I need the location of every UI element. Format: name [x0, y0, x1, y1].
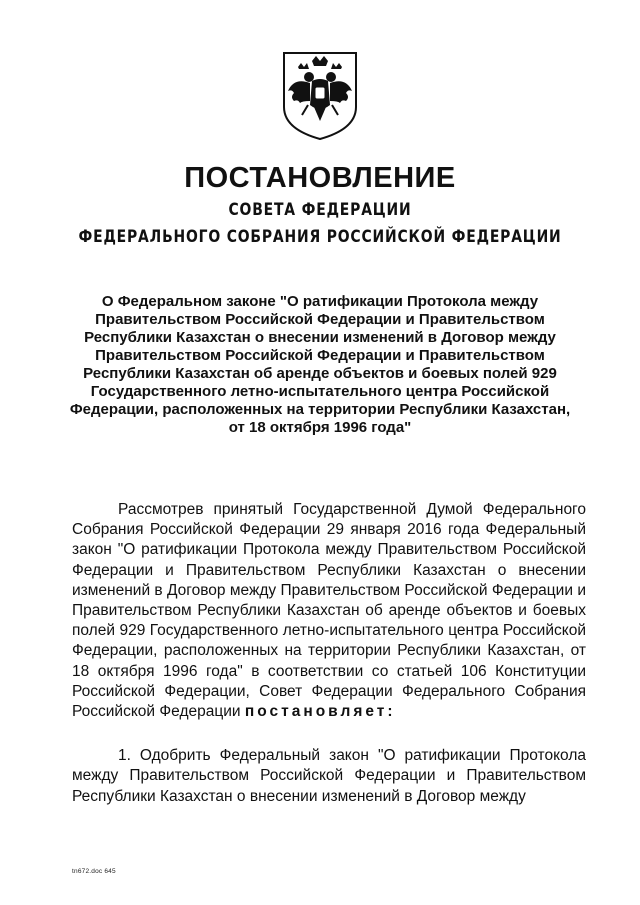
paragraph-1-text: Рассмотрев принятый Государственной Думой Федерального Собрания Российской Федерации 29 января 2016 года Федеральный закон "О ратификации Протокола между Правительством Российской Федерации и Правительством Республики Казахстан о внесении изменений в Договор между Правительством Российской Федерации и Правительством Республики Казахстан об аренде объектов и боевых полей 929 Государственного летно-испытательного центра Российской Федерации, расположенных на территории Республики Казахстан, от 18 октября 1996 года" в соответствии со статьей 106 Конституции Российской Федерации, Совет Федерации Федерального Собрания Российской Федерации: [72, 501, 586, 721]
document-subtitle-line1: СОВЕТА ФЕДЕРАЦИИ: [228, 200, 412, 220]
resolution-verb: постановляет:: [244, 703, 396, 721]
paragraph-1: [72, 500, 586, 722]
document-title: ПОСТАНОВЛЕНИЕ: [184, 162, 456, 194]
document-heading: О Федеральном законе "О ратификации Протокола между Правительством Российской Федерации и Правительством Республики Казахстан о внесении изменений в Договор между Правительством Российской Федерации и Правительством Республики Казахстан об аренде объектов и боевых полей 929 Государственного летно-испытательного центра Российской Федерации, расположенных на территории Республики Казахстан, от 18 октября 1996 года": [69, 293, 571, 436]
paragraph-2: 1. Одобрить Федеральный закон "О ратификации Протокола между Правительством Российской Федерации и Правительством Республики Казахстан о внесении изменений в Договор между: [72, 747, 586, 805]
document-body: [72, 500, 586, 807]
document-subtitle-line2: ФЕДЕРАЛЬНОГО СОБРАНИЯ РОССИЙСКОЙ ФЕДЕРАЦИИ: [78, 227, 562, 247]
coat-of-arms-icon: [272, 47, 368, 143]
footer-code: tn672.doc 645: [72, 868, 116, 875]
